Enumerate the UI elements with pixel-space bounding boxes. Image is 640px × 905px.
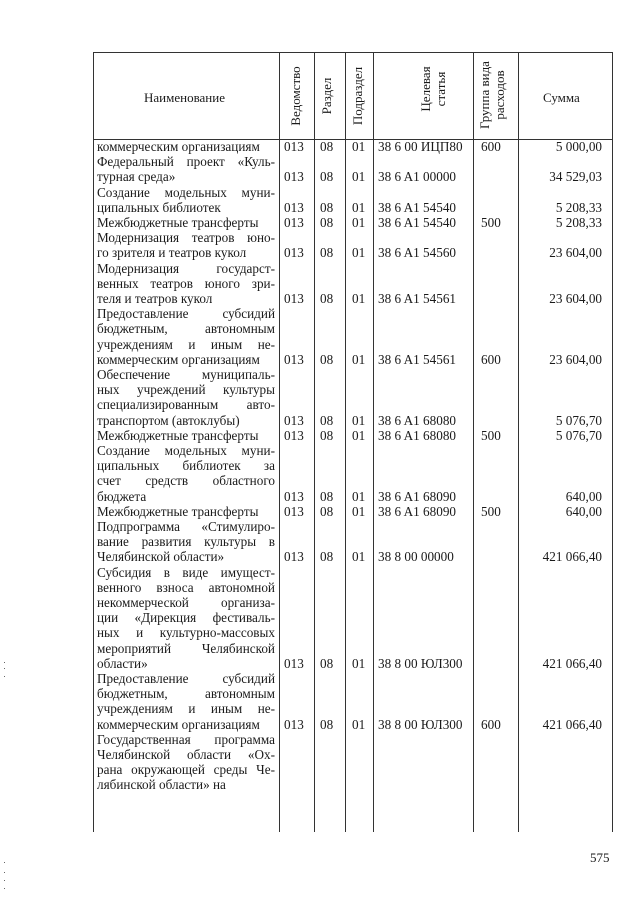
row-podrazdel: 01 [352, 245, 366, 261]
row-summa: 5 208,33 [555, 199, 602, 215]
row-name-line: бюджетным, автономным [97, 321, 275, 337]
row-name-line: коммерческим организациям [97, 351, 260, 367]
row-razdel: 08 [320, 139, 334, 154]
column-divider [279, 52, 280, 832]
column-divider [345, 52, 346, 832]
row-podrazdel: 01 [352, 215, 366, 230]
row-razdel: 08 [320, 488, 334, 504]
row-name-line: Подпрограмма «Стимулиро- [97, 519, 275, 534]
row-celevaya-statya: 38 6 A1 68080 [378, 427, 457, 443]
row-celevaya-statya: 38 6 A1 54561 [378, 351, 457, 367]
row-name-line: Предоставление субсидий [97, 306, 275, 322]
row-name-line: коммерческим организациям [97, 716, 260, 732]
row-podrazdel: 01 [352, 503, 366, 519]
row-name-line: венного взноса автономной [97, 579, 275, 595]
row-celevaya-statya: 38 6 A1 68090 [378, 503, 457, 519]
row-vedomstvo: 013 [284, 655, 304, 671]
row-vedomstvo: 013 [284, 215, 304, 230]
row-vedomstvo: 013 [284, 716, 304, 732]
row-celevaya-statya: 38 6 A1 54540 [378, 215, 457, 230]
row-podrazdel: 01 [352, 412, 366, 428]
row-name-line: Создание модельных муни- [97, 443, 275, 458]
row-name-line: ципальных библиотек за [97, 458, 275, 474]
row-vedomstvo: 013 [284, 412, 304, 428]
row-name-line: некоммерческой организа- [97, 595, 275, 610]
row-name-line: Челябинской области «Ох- [97, 747, 275, 762]
row-summa: 640,00 [565, 488, 602, 504]
row-podrazdel: 01 [352, 655, 366, 671]
header-podrazdel: Подраздел [350, 66, 365, 126]
row-name-line: бюджетным, автономным [97, 686, 275, 702]
column-divider [314, 52, 315, 832]
row-razdel: 08 [320, 503, 334, 519]
row-name-line: ных учреждений культуры [97, 382, 275, 398]
row-summa: 23 604,00 [549, 351, 602, 367]
row-name-line: Федеральный проект «Куль- [97, 154, 275, 170]
row-razdel: 08 [320, 549, 334, 565]
row-razdel: 08 [320, 655, 334, 671]
column-divider [373, 52, 374, 832]
row-name-line: лябинской области» на [97, 777, 226, 793]
row-name-line: Государственная программа [97, 731, 275, 747]
row-summa: 421 066,40 [542, 716, 602, 732]
column-divider [473, 52, 474, 832]
row-razdel: 08 [320, 716, 334, 732]
row-podrazdel: 01 [352, 351, 366, 367]
header-celevaya-line2: статья [433, 71, 448, 107]
row-summa: 421 066,40 [542, 549, 602, 565]
row-vedomstvo: 013 [284, 549, 304, 565]
row-name-line: транспортом (автоклубы) [97, 412, 240, 428]
row-podrazdel: 01 [352, 488, 366, 504]
row-razdel: 08 [320, 245, 334, 261]
row-vedomstvo: 013 [284, 169, 304, 185]
row-name-line: бюджета [97, 488, 147, 504]
row-name-line: Межбюджетные трансферты [97, 427, 259, 443]
row-celevaya-statya: 38 6 A1 54561 [378, 291, 457, 306]
row-name-line: мероприятий Челябинской [97, 640, 275, 656]
header-gruppa-line1: Группа вида [477, 61, 492, 129]
header-razdel: Раздел [319, 77, 334, 115]
row-name-line: теля и театров кукол [97, 291, 213, 306]
row-summa: 5 000,00 [555, 139, 602, 154]
row-summa: 23 604,00 [549, 291, 602, 306]
row-podrazdel: 01 [352, 169, 366, 185]
row-razdel: 08 [320, 351, 334, 367]
row-name-line: учреждениям и иным не- [97, 336, 275, 352]
row-name-line: го зрителя и театров кукол [97, 245, 247, 261]
row-name-line: Челябинской области» [97, 549, 225, 565]
row-celevaya-statya: 38 6 A1 54560 [378, 245, 457, 261]
row-vedomstvo: 013 [284, 503, 304, 519]
row-name-line: Модернизация театров юно- [97, 230, 275, 246]
row-vedomstvo: 013 [284, 291, 304, 306]
row-summa: 34 529,03 [549, 169, 602, 185]
row-razdel: 08 [320, 412, 334, 428]
row-name-line: Обеспечение муниципаль- [97, 367, 275, 382]
row-celevaya-statya: 38 6 A1 54540 [378, 199, 457, 215]
header-summa: Сумма [543, 90, 580, 105]
row-vedomstvo: 013 [284, 245, 304, 261]
row-name-line: ципальных библиотек [97, 199, 221, 215]
row-podrazdel: 01 [352, 716, 366, 732]
row-vedomstvo: 013 [284, 139, 304, 154]
row-vedomstvo: 013 [284, 351, 304, 367]
row-celevaya-statya: 38 6 A1 00000 [378, 169, 457, 185]
row-name-line: венных театров юного зри- [97, 275, 275, 291]
header-celevaya-line1: Целевая [418, 66, 433, 112]
header-vedomstvo: Ведомство [288, 66, 303, 126]
row-name-line: Предоставление субсидий [97, 671, 275, 686]
row-name-line: области» [97, 655, 148, 671]
row-vedomstvo: 013 [284, 427, 304, 443]
row-celevaya-statya: 38 6 A1 68080 [378, 412, 457, 428]
row-summa: 5 208,33 [555, 215, 602, 230]
row-name-line: счет средств областного [97, 473, 275, 489]
row-name-line: учреждениям и иным не- [97, 701, 275, 717]
row-razdel: 08 [320, 169, 334, 185]
row-name-line: ции «Дирекция фестиваль- [97, 610, 275, 626]
row-summa: 5 076,70 [555, 412, 602, 428]
row-podrazdel: 01 [352, 199, 366, 215]
row-name-line: Создание модельных муни- [97, 184, 275, 200]
row-gruppa-vida: 500 [481, 503, 501, 519]
row-name-line: специализированным авто- [97, 397, 275, 413]
row-gruppa-vida: 600 [481, 351, 501, 367]
row-name-line: Субсидия в виде имущест- [97, 564, 275, 580]
row-celevaya-statya: 38 8 00 00000 [378, 549, 454, 565]
header-name: Наименование [144, 90, 225, 105]
row-celevaya-statya: 38 6 A1 68090 [378, 488, 457, 504]
row-razdel: 08 [320, 427, 334, 443]
row-podrazdel: 01 [352, 139, 366, 154]
row-name-line: коммерческим организациям [97, 139, 260, 154]
row-vedomstvo: 013 [284, 488, 304, 504]
row-podrazdel: 01 [352, 427, 366, 443]
row-vedomstvo: 013 [284, 199, 304, 215]
row-name-line: вание развития культуры в [97, 534, 275, 550]
row-name-line: Модернизация государст- [97, 260, 275, 276]
row-summa: 421 066,40 [542, 655, 602, 671]
row-podrazdel: 01 [352, 549, 366, 565]
row-summa: 23 604,00 [549, 245, 602, 261]
row-name-line: рана окружающей среды Че- [97, 762, 275, 778]
row-celevaya-statya: 38 8 00 ЮЛ300 [378, 655, 463, 671]
row-gruppa-vida: 600 [481, 139, 501, 154]
row-razdel: 08 [320, 199, 334, 215]
row-name-line: Межбюджетные трансферты [97, 215, 259, 230]
row-celevaya-statya: 38 6 00 ИЦП80 [378, 139, 463, 154]
row-razdel: 08 [320, 291, 334, 306]
row-summa: 5 076,70 [555, 427, 602, 443]
row-gruppa-vida: 500 [481, 427, 501, 443]
page-number: 575 [590, 850, 610, 865]
row-name-line: турная среда» [97, 169, 176, 185]
row-summa: 640,00 [565, 503, 602, 519]
row-gruppa-vida: 600 [481, 716, 501, 732]
row-razdel: 08 [320, 215, 334, 230]
row-gruppa-vida: 500 [481, 215, 501, 230]
column-divider [518, 52, 519, 832]
header-gruppa-line2: расходов [492, 70, 507, 120]
row-name-line: Межбюджетные трансферты [97, 503, 259, 519]
row-podrazdel: 01 [352, 291, 366, 306]
row-celevaya-statya: 38 8 00 ЮЛ300 [378, 716, 463, 732]
row-name-line: ных и культурно-массовых [97, 625, 275, 641]
